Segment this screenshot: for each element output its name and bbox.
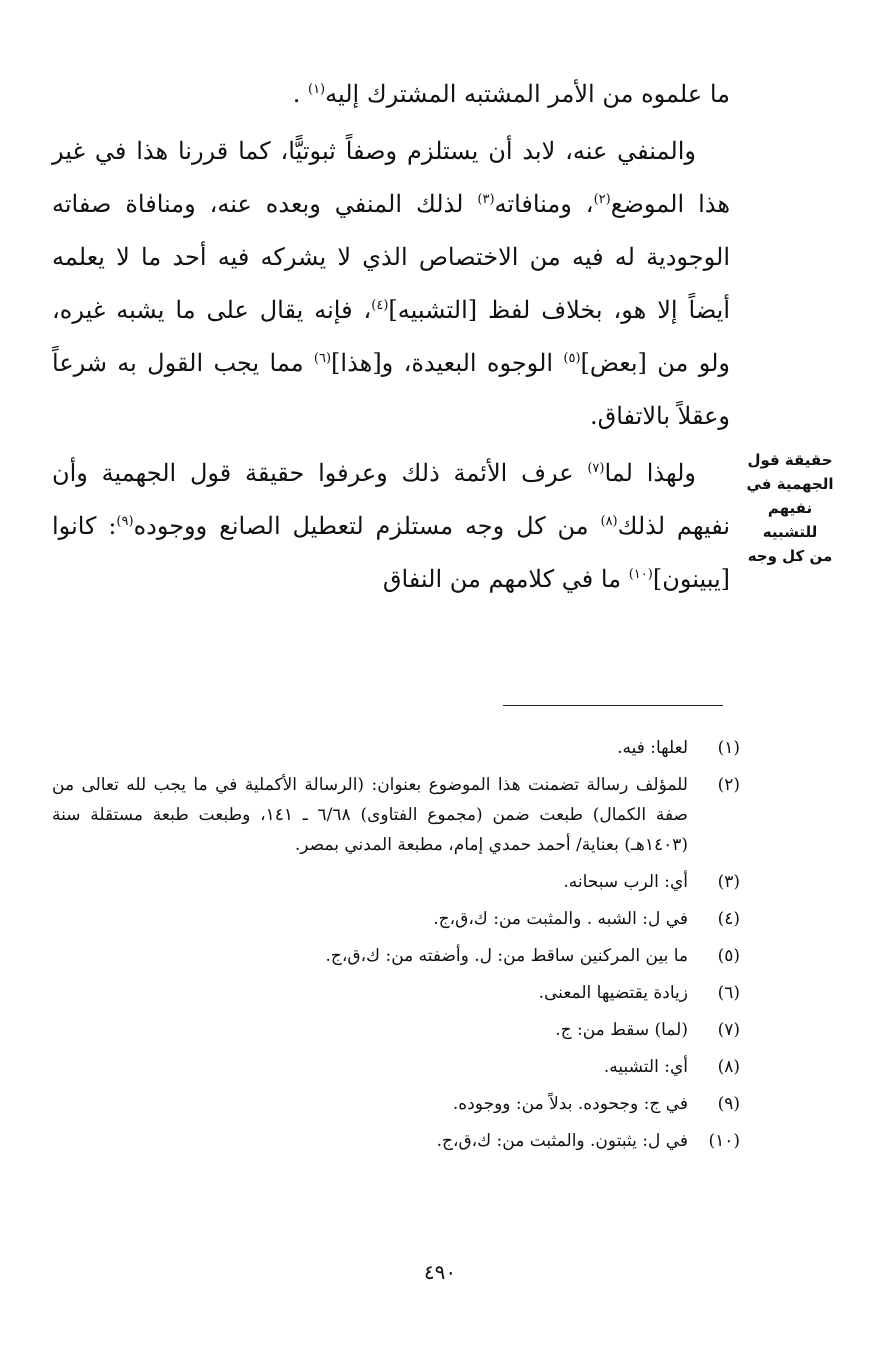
footnote-number: (٦): [717, 983, 740, 1003]
footnote-6: [52, 978, 740, 1008]
footnotes: [52, 733, 740, 1163]
margin-note-line: حقيقة قول: [747, 451, 833, 469]
footnote-ref-10[interactable]: (١٠): [628, 567, 653, 582]
footnote-ref-9[interactable]: (٩): [116, 514, 134, 529]
footnote-5: [52, 941, 740, 971]
footnote-number: (٥): [717, 946, 740, 966]
paragraph-2: [52, 125, 730, 443]
footnote-text: ما بين المركنين ساقط من: ل. وأضفته من: ك،ق،ج.: [325, 946, 688, 966]
footnote-number: (٧): [717, 1020, 740, 1040]
footnote-text: في ل: الشبه . والمثبت من: ك،ق،ج.: [433, 909, 688, 929]
text-run: مما يجب القول به شرعاً وعقلاً بالاتفاق.: [52, 349, 730, 430]
footnote-text: في ج: وجحوده. بدلاً من: ووجوده.: [452, 1094, 688, 1114]
footnote-ref-2[interactable]: (٢): [593, 192, 611, 207]
footnote-ref-4[interactable]: (٤): [371, 298, 389, 313]
margin-note-line: الجهمية في: [746, 475, 834, 493]
footnote-ref-3[interactable]: (٣): [477, 192, 495, 207]
footnote-number: (٤): [717, 909, 740, 929]
footnote-text: للمؤلف رسالة تضمنت هذا الموضوع بعنوان: (الرسالة الأكملية في ما يجب لله تعالى من صفة الكمال) طبعت ضمن (مجموع الفتاوى) ٦/٦٨ ـ ١٤١، وطبعت طبعة مستقلة سنة (١٤٠٣هـ) بعناية/ أحمد حمدي إمام، مطبعة المدني بمصر.: [52, 775, 688, 855]
footnote-1: [52, 733, 740, 763]
footnote-3: [52, 867, 740, 897]
footnote-ref-5[interactable]: (٥): [563, 351, 581, 366]
footnote-text: لعلها: فيه.: [617, 738, 688, 758]
footnote-number: (٨): [717, 1057, 740, 1077]
footnote-text: أي: الرب سبحانه.: [563, 872, 688, 892]
paragraph-3: [52, 447, 730, 606]
footnote-8: [52, 1052, 740, 1082]
footnote-ref-8[interactable]: (٨): [600, 514, 618, 529]
main-text: [52, 68, 730, 606]
text-run: عرف الأئمة ذلك وعرفوا حقيقة قول الجهمية وأن نفيهم لذلك: [52, 459, 731, 540]
footnote-number: (٢): [717, 775, 740, 795]
footnote-number: (٩): [717, 1094, 740, 1114]
paragraph-1: [52, 68, 730, 121]
text-run: ، فإنه يقال على ما يشبه غيره، ولو من [بعض]: [52, 296, 730, 377]
footnote-ref-6[interactable]: (٦): [313, 351, 332, 366]
footnote-text: أي: التشبيه.: [603, 1057, 688, 1077]
footnote-ref-7[interactable]: (٧): [587, 461, 605, 476]
footnote-text: (لما) سقط من: ج.: [555, 1020, 688, 1040]
text-run: الوجوه البعيدة، و[هذا]: [331, 349, 564, 377]
footnote-number: (٣): [717, 872, 740, 892]
footnote-9: [52, 1089, 740, 1119]
text-run: ما علموه من الأمر المشتبه المشترك إليه: [325, 80, 730, 108]
text-run: : كانوا [يبينون]: [52, 512, 730, 593]
footnote-2: [52, 770, 740, 860]
footnote-text: زيادة يقتضيها المعنى.: [538, 983, 688, 1003]
page-number: ٤٩٠: [423, 1260, 457, 1284]
margin-note: [744, 448, 836, 568]
footnote-10: [52, 1126, 740, 1156]
margin-note-line: من كل وجه: [747, 547, 833, 565]
footnote-4: [52, 904, 740, 934]
footnote-text: في ل: يثبتون. والمثبت من: ك،ق،ج.: [436, 1131, 688, 1151]
footnote-number: (١): [717, 738, 740, 758]
footnote-ref-1[interactable]: (١): [307, 82, 326, 97]
footnote-divider: [503, 705, 723, 706]
text-run: ، ومنافاته: [494, 190, 594, 218]
margin-note-line: نفيهم للتشبيه: [762, 499, 818, 541]
footnote-7: [52, 1015, 740, 1045]
text-run: .: [292, 80, 308, 108]
text-run: ما في كلامهم من النفاق: [382, 565, 629, 593]
text-run: من كل وجه مستلزم لتعطيل الصانع ووجوده: [133, 512, 601, 540]
footnote-number: (١٠): [708, 1131, 740, 1151]
text-run: والمنفي عنه، لابد أن يستلزم وصفاً ثبوتيًّا، كما قررنا هذا في غير هذا الموضع: [52, 137, 730, 218]
text-run: لذلك المنفي وبعده عنه، ومنافاة صفاته الوجودية له فيه من الاختصاص الذي لا يشركه فيه أحد ما لا يعلمه أيضاً إلا هو، بخلاف لفظ [التشبيه]: [52, 190, 731, 324]
text-run: ولهذا لما: [604, 459, 696, 487]
